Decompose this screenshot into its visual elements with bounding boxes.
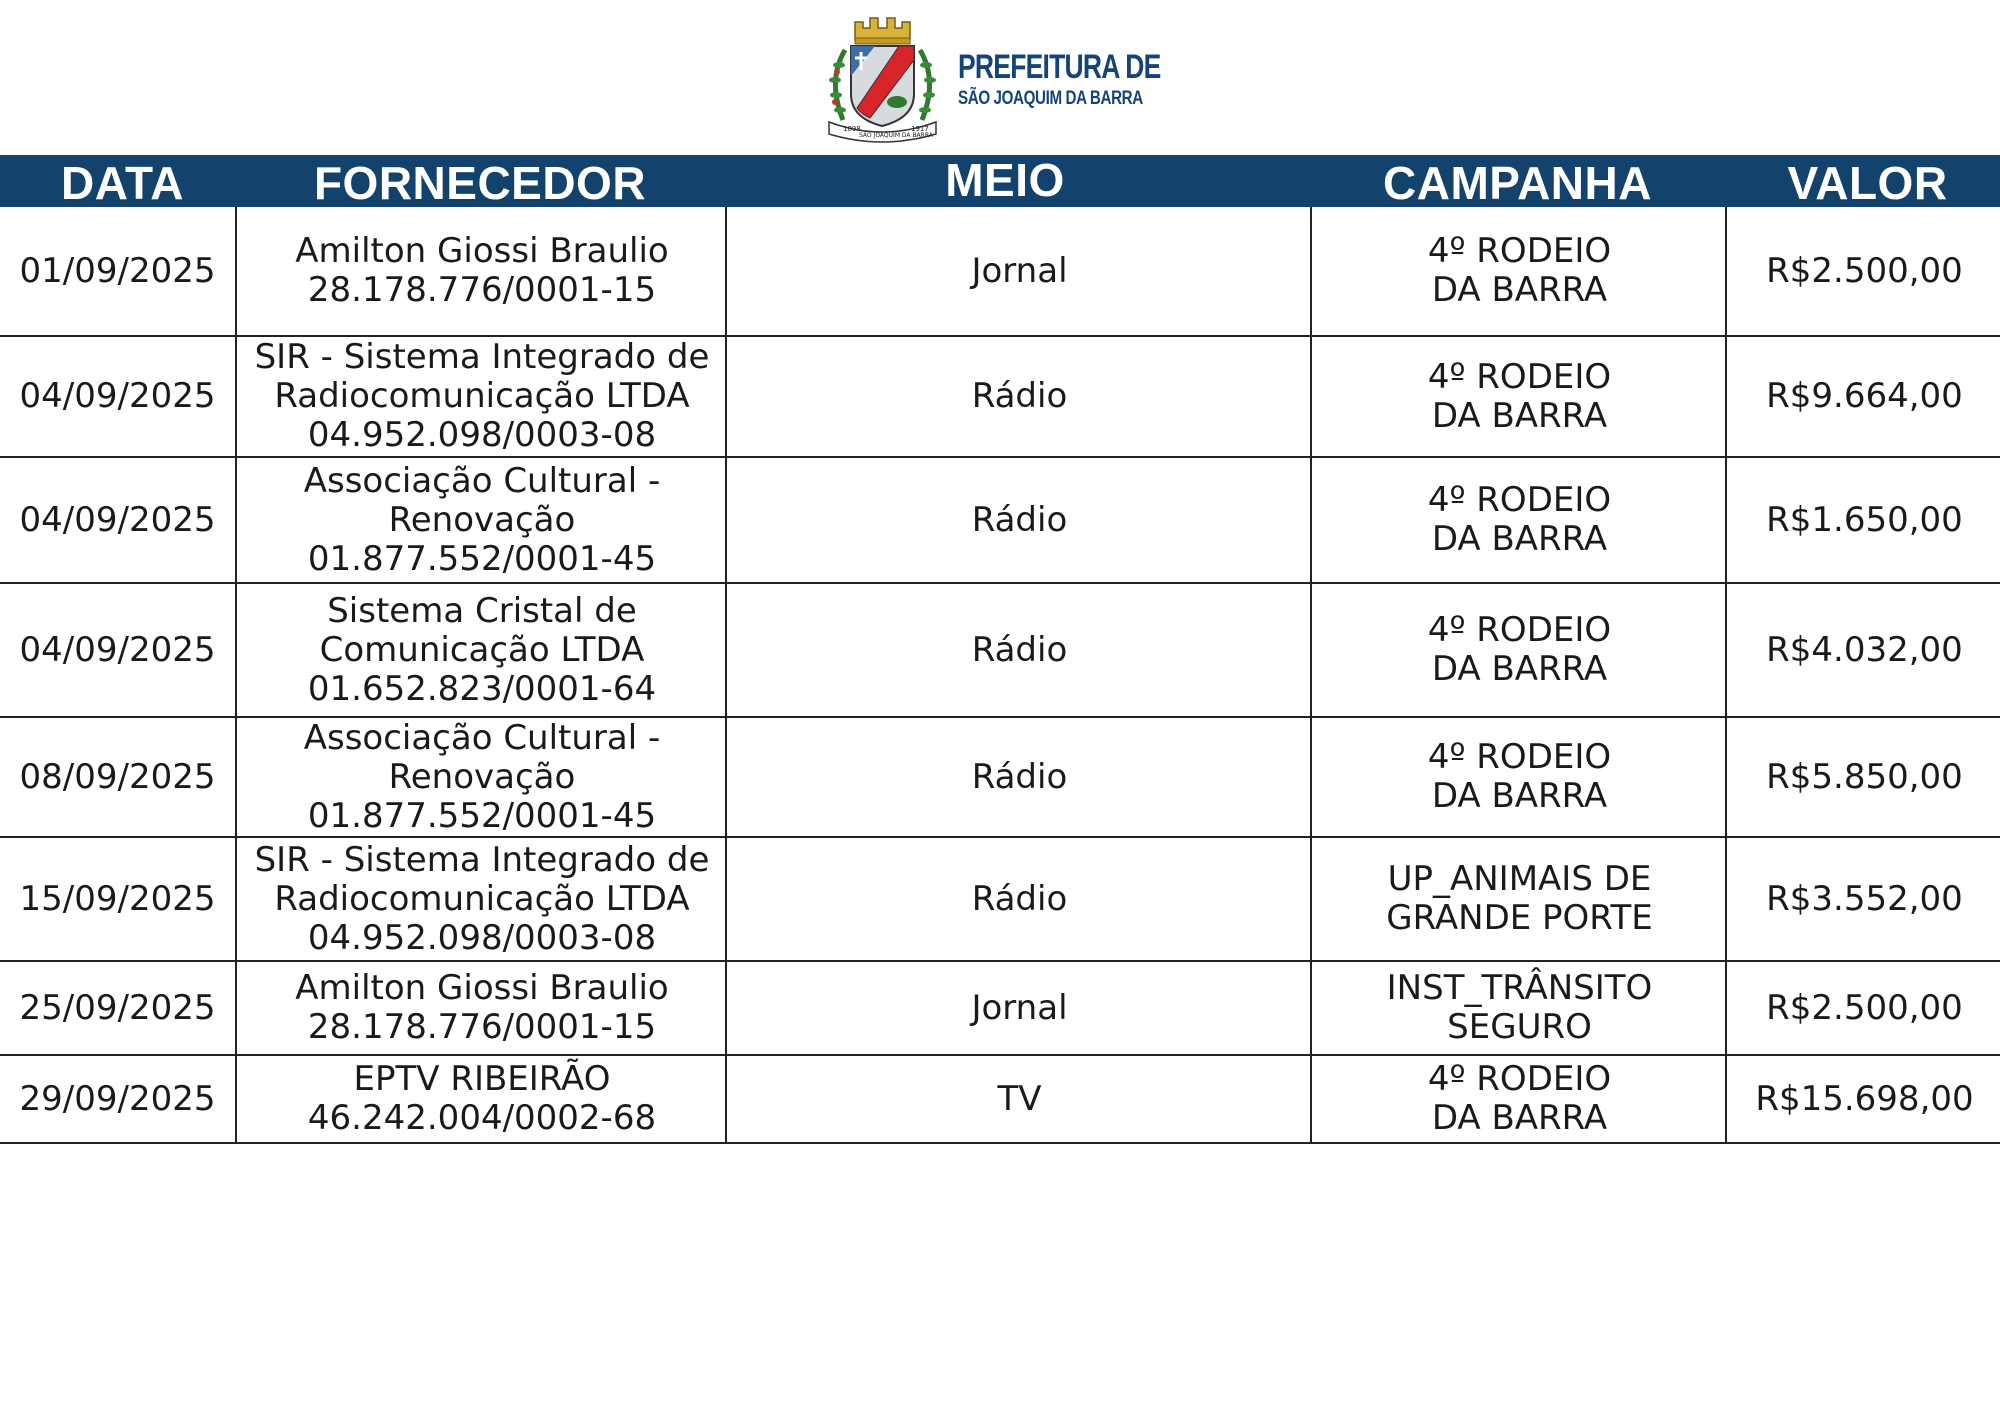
date-text: 01/09/2025	[19, 250, 216, 291]
cell-fornecedor	[235, 1056, 727, 1142]
cell-data	[0, 1056, 235, 1142]
table-row	[0, 718, 2000, 838]
cell-meio	[725, 458, 1312, 582]
cell-meio	[725, 584, 1312, 716]
cell-meio	[725, 1056, 1312, 1142]
cell-data	[0, 838, 235, 960]
value-text: R$2.500,00	[1766, 250, 1963, 291]
cell-data	[0, 207, 235, 335]
table-row	[0, 838, 2000, 962]
supplier-line: Amilton Giossi Braulio	[295, 231, 669, 271]
value-text: R$1.650,00	[1766, 499, 1963, 540]
campaign-line: 4º RODEIO	[1427, 356, 1612, 397]
media-text: Jornal	[971, 987, 1068, 1028]
campaign-line: INST_TRÂNSITO	[1386, 968, 1653, 1008]
cell-fornecedor	[235, 337, 727, 456]
cell-fornecedor	[235, 207, 727, 335]
svg-text:1898: 1898	[843, 125, 861, 133]
campaign-line: 4º RODEIO	[1427, 480, 1612, 520]
value-text: R$3.552,00	[1766, 878, 1963, 919]
cell-valor	[1725, 962, 2000, 1054]
table-row	[0, 584, 2000, 718]
supplier-line: Radiocomunicação LTDA	[274, 878, 690, 919]
cell-valor	[1725, 337, 2000, 456]
cell-campanha	[1310, 584, 1727, 716]
coat-of-arms-icon	[815, 10, 950, 146]
date-text: 04/09/2025	[19, 629, 216, 670]
cell-fornecedor	[235, 838, 727, 960]
cell-meio	[725, 207, 1312, 335]
value-text: R$5.850,00	[1766, 756, 1963, 797]
media-text: Rádio	[971, 499, 1068, 540]
cell-fornecedor	[235, 584, 727, 716]
cell-data	[0, 458, 235, 582]
cell-campanha	[1310, 962, 1727, 1054]
cell-meio	[725, 962, 1312, 1054]
svg-text:1917: 1917	[911, 125, 929, 133]
supplier-line: Associação Cultural -	[303, 717, 661, 758]
cell-fornecedor	[235, 458, 727, 582]
cell-valor	[1725, 838, 2000, 960]
column-header-meio: MEIO	[945, 154, 1065, 206]
table-row	[0, 207, 2000, 337]
supplier-line: SIR - Sistema Integrado de	[254, 839, 710, 880]
table-body	[0, 207, 2000, 1144]
brand-subtitle: SÃO JOAQUIM DA BARRA	[958, 88, 1143, 109]
value-text: R$9.664,00	[1766, 376, 1963, 416]
date-text: 25/09/2025	[19, 987, 216, 1028]
table-row	[0, 962, 2000, 1056]
supplier-line: EPTV RIBEIRÃO	[353, 1059, 611, 1099]
media-text: TV	[997, 1078, 1042, 1119]
cell-data	[0, 584, 235, 716]
cell-fornecedor	[235, 718, 727, 836]
supplier-line: SIR - Sistema Integrado de	[254, 337, 710, 377]
cell-valor	[1725, 207, 2000, 335]
table-row	[0, 1056, 2000, 1144]
cell-fornecedor	[235, 962, 727, 1054]
supplier-line: 28.178.776/0001-15	[307, 270, 657, 310]
campaign-line: 4º RODEIO	[1427, 1059, 1612, 1099]
campaign-line: UP_ANIMAIS DE	[1387, 859, 1652, 899]
column-header-data: DATA	[61, 157, 184, 209]
media-text: Rádio	[971, 878, 1068, 919]
cell-valor	[1725, 458, 2000, 582]
supplier-line: 28.178.776/0001-15	[307, 1007, 657, 1047]
campaign-line: 4º RODEIO	[1427, 231, 1612, 271]
value-text: R$4.032,00	[1766, 629, 1963, 670]
date-text: 04/09/2025	[19, 376, 216, 416]
supplier-line: Renovação	[388, 499, 576, 540]
cell-data	[0, 337, 235, 456]
supplier-line: 01.652.823/0001-64	[307, 668, 657, 709]
supplier-line: Radiocomunicação LTDA	[274, 376, 690, 416]
media-text: Rádio	[971, 376, 1068, 416]
brand-title: PREFEITURA DE	[958, 48, 1161, 86]
table-header	[0, 155, 2000, 207]
campaign-line: DA BARRA	[1431, 270, 1608, 310]
media-text: Jornal	[971, 250, 1068, 291]
supplier-line: Associação Cultural -	[303, 460, 661, 501]
svg-text:SÃO JOAQUIM DA BARRA: SÃO JOAQUIM DA BARRA	[859, 132, 933, 139]
value-text: R$2.500,00	[1766, 987, 1963, 1028]
cell-campanha	[1310, 1056, 1727, 1142]
table-row	[0, 458, 2000, 584]
cell-campanha	[1310, 838, 1727, 960]
campaign-line: 4º RODEIO	[1427, 737, 1612, 777]
value-text: R$15.698,00	[1755, 1078, 1974, 1119]
expenses-table	[0, 155, 2000, 1144]
supplier-line: 04.952.098/0003-08	[307, 415, 657, 455]
cell-campanha	[1310, 337, 1727, 456]
cell-data	[0, 718, 235, 836]
campaign-line: DA BARRA	[1431, 1098, 1608, 1138]
supplier-line: 04.952.098/0003-08	[307, 917, 657, 958]
supplier-line: Amilton Giossi Braulio	[295, 968, 669, 1008]
campaign-line: SEGURO	[1447, 1007, 1592, 1047]
cell-valor	[1725, 1056, 2000, 1142]
supplier-line: Renovação	[388, 756, 576, 797]
campaign-line: 4º RODEIO	[1427, 610, 1612, 650]
cell-valor	[1725, 718, 2000, 836]
supplier-line: 01.877.552/0001-45	[307, 795, 657, 836]
supplier-line: 46.242.004/0002-68	[307, 1098, 657, 1138]
cell-data	[0, 962, 235, 1054]
cell-campanha	[1310, 718, 1727, 836]
campaign-line: DA BARRA	[1431, 395, 1608, 436]
cell-meio	[725, 838, 1312, 960]
supplier-line: 01.877.552/0001-45	[307, 538, 657, 579]
table-row	[0, 337, 2000, 458]
date-text: 15/09/2025	[19, 878, 216, 919]
media-text: Rádio	[971, 629, 1068, 670]
media-text: Rádio	[971, 756, 1068, 797]
campaign-line: DA BARRA	[1431, 649, 1608, 689]
cell-meio	[725, 718, 1312, 836]
cell-campanha	[1310, 207, 1727, 335]
cell-valor	[1725, 584, 2000, 716]
cell-campanha	[1310, 458, 1727, 582]
campaign-line: GRANDE PORTE	[1386, 898, 1653, 938]
supplier-line: Comunicação LTDA	[319, 629, 645, 670]
column-header-campanha: CAMPANHA	[1383, 157, 1652, 209]
date-text: 08/09/2025	[19, 756, 216, 797]
cell-meio	[725, 337, 1312, 456]
date-text: 29/09/2025	[19, 1078, 216, 1119]
date-text: 04/09/2025	[19, 499, 216, 540]
campaign-line: DA BARRA	[1431, 776, 1608, 816]
campaign-line: DA BARRA	[1431, 519, 1608, 559]
column-header-fornecedor: FORNECEDOR	[313, 157, 647, 209]
column-header-valor: VALOR	[1787, 157, 1948, 209]
supplier-line: Sistema Cristal de	[327, 590, 637, 631]
